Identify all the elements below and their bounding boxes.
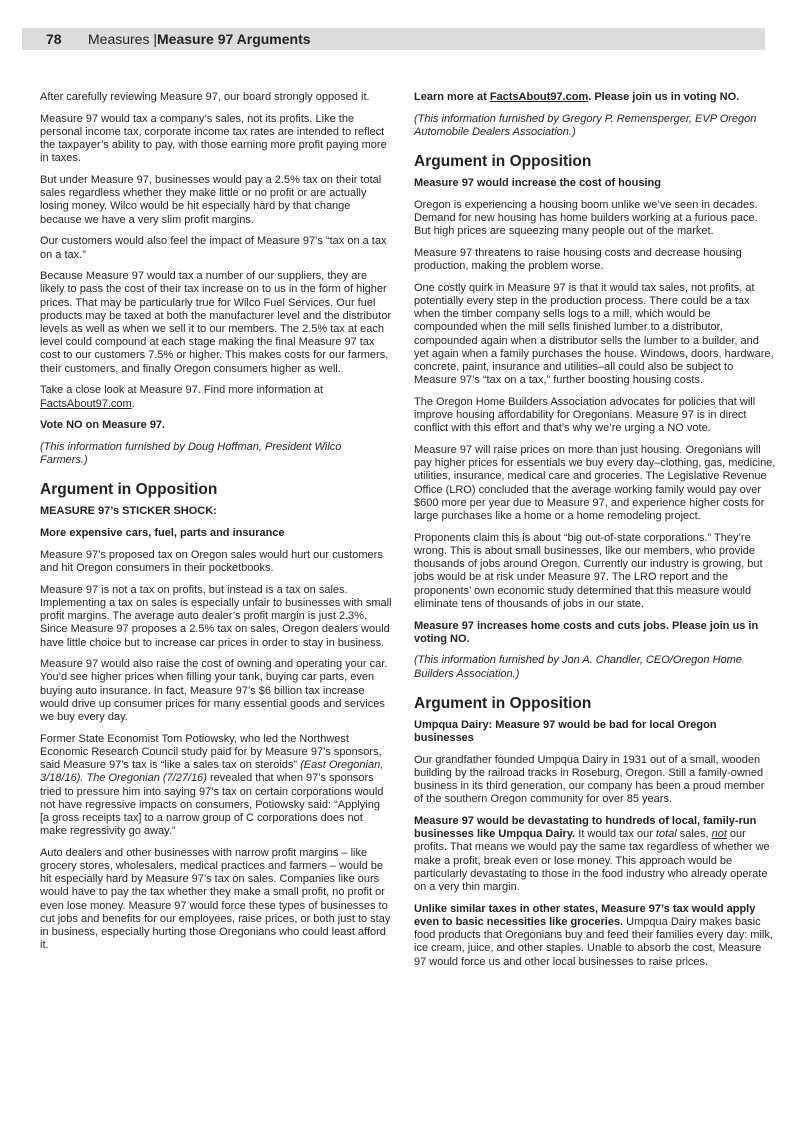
text-run: (This information furnished by Gregory P. Remensperger, EVP Oregon Automobile Dealers Association.) <box>414 112 757 138</box>
text-run: Umpqua Dairy makes basic food products that Oregonians buy and feed their families every day: milk, ice cream, juice, and other staples. Unable to absorb the cost, Measure 97 would force us and other local businesses to raise prices. <box>414 915 773 968</box>
text-run: Unlike similar taxes in other states, Measure 97’s tax would apply even to basic necessities like groceries. <box>414 902 756 928</box>
text-run: Measure 97 would be devastating to hundreds of local, family-run businesses like Umpqua Dairy. <box>414 815 757 841</box>
text-run: revealed that when 97’s sponsors tried to pressure him into saying 97’s tax on certain corporations would not have regressive impacts on consumers, Potiowsky said: “Applying [a gross receipts tax] to a narrow group of C corporations does not make regressivity go away.” <box>40 772 384 838</box>
text-run: Proponents claim this is about “big out-of-state corporations.” They’re wrong. This is about small businesses, like our members, who provide thousands of jobs around Oregon. Currently our industry is growing, but jobs would be at risk under Measure 97. The LRO report and the proponents’ own economic study determined that this measure would eliminate tens of thousands of jobs in our state. <box>414 531 763 610</box>
text-run: (East Oregonian, 3/18/16). The Oregonian (7/27/16) <box>40 759 384 785</box>
paragraph <box>414 113 776 139</box>
paragraph <box>414 532 776 611</box>
website-link[interactable]: FactsAbout97.com <box>489 91 589 103</box>
paragraph <box>414 754 776 807</box>
text-run: MEASURE 97’s STICKER SHOCK: <box>40 505 217 518</box>
website-link[interactable]: FactsAbout97.com <box>40 397 132 410</box>
paragraph <box>40 847 392 953</box>
paragraph <box>414 815 776 894</box>
section-heading <box>40 481 392 499</box>
text-run: Argument in Opposition <box>40 481 218 499</box>
text-run: More expensive cars, fuel, parts and insurance <box>40 527 285 540</box>
left-column <box>40 91 392 961</box>
text-run: Measure 97 would also raise the cost of owning and operating your car. You’d see higher prices when filling your tank, buying car parts, even buying auto insurance. In fact, Measure 97’s $6 billion tax increase would drive up consumer prices for many essential goods and services we buy every day. <box>40 658 388 724</box>
paragraph <box>414 620 776 646</box>
text-run: Measure 97 is not a tax on profits, but instead is a tax on sales. Implementing a tax on sales is especially unfair to businesses with small profit margins. The average auto dealer’s profit margin is just 2.3%. Since Measure 97 proposes a 2.5% tax on sales, Oregon dealers would have little choice but to increase car prices in order to stay in business. <box>40 583 392 649</box>
paragraph <box>40 505 392 518</box>
text-run: Because Measure 97 would tax a number of our suppliers, they are likely to pass the cost of their tax increase on to us in the form of higher prices. That may be particularly true for Wilco Fuel Services. Our fuel products may be taxed at both the manufacturer level and the distributor levels as well as when we sell it to our members. The 2.5% tax at each level could compound at each stage making the final Measure 97 tax cost to our customers 7.5% or higher. This makes costs for our farmers, their customers, and finally Oregon consumers higher as well. <box>40 270 391 375</box>
text-run: total <box>655 828 677 841</box>
paragraph <box>414 247 776 273</box>
text-run: Measure 97 would tax a company’s sales, not its profits. Like the personal income tax, corporate income tax rates are intended to reflect the taxpayer’s ability to pay, with those earning more profit paying more in taxes. <box>40 112 387 165</box>
paragraph <box>414 654 776 680</box>
paragraph <box>40 174 392 227</box>
paragraph <box>414 199 776 239</box>
paragraph <box>414 903 776 969</box>
section-heading <box>414 695 776 713</box>
text-run: It would tax our <box>575 828 656 841</box>
text-run: (This information furnished by Doug Hoffman, President Wilco Farmers.) <box>40 440 342 467</box>
right-column <box>414 91 776 977</box>
text-run: Measure 97’s proposed tax on Oregon sales would hurt our customers and hit Oregon consumers in their pocketbooks. <box>40 548 383 574</box>
paragraph <box>40 270 392 376</box>
paragraph <box>40 441 392 467</box>
paragraph <box>414 396 776 436</box>
text-run: . <box>131 397 135 410</box>
section-heading <box>414 153 776 171</box>
text-run: Argument in Opposition <box>414 694 592 712</box>
text-run: Auto dealers and other businesses with narrow profit margins – like grocery stores, wholesalers, medical practices and farmers – would be hit especially hard by Measure 97’s tax on sales. Companies like ours would have to pay the tax whether they make a small profit, no profit or even lose money. Measure 97 would force these types of businesses to cut jobs and benefits for our employees, raise prices, or both just to stay in business, especially hurting those Oregonians who could least afford it. <box>40 846 391 952</box>
text-run: Measure 97 increases home costs and cuts jobs. Please join us in voting NO. <box>414 619 759 645</box>
text-run: Vote NO on Measure 97. <box>40 419 166 432</box>
page-header <box>22 28 765 50</box>
page-number: 78 <box>46 31 62 47</box>
text-run: Umpqua Dairy: Measure 97 would be bad for local Oregon businesses <box>414 718 717 745</box>
text-run: Former State Economist Tom Potiowsky, who led the Northwest Economic Research Council study paid for by Measure 97’s sponsors, said Measure 97's tax is “like a sales tax on steroids” <box>40 732 382 772</box>
paragraph <box>40 113 392 166</box>
text-run: Learn more at <box>414 91 490 103</box>
paragraph <box>40 733 392 839</box>
paragraph <box>40 235 392 261</box>
page-title: Measure 97 Arguments <box>157 31 311 47</box>
text-run: After carefully reviewing Measure 97, our board strongly opposed it. <box>40 91 370 103</box>
text-run: The Oregon Home Builders Association advocates for policies that will improve housing affordability for Oregonians. Measure 97 is in direct conflict with this effort and that’s why we’re urging a NO vote. <box>414 395 756 435</box>
paragraph <box>414 177 776 190</box>
text-run: Argument in Opposition <box>414 153 592 171</box>
section-label: Measures | <box>88 31 157 47</box>
text-run: One costly quirk in Measure 97 is that it would tax sales, not profits, at potentially every step in the production process. There could be a tax when the timber company sells logs to a mill, which would be compounded when the mill sells finished lumber to a distributor, compounded again when a distributor sells the lumber to a builder, and yet again when a family purchases the house. Windows, doors, hardware, concrete, paint, insurance and utilities–all could also be subject to Measure 97’s “tax on a tax,” further boosting housing costs. <box>414 281 774 387</box>
text-run: But under Measure 97, businesses would pay a 2.5% tax on their total sales regardless whether they make little or no profit or are actually losing money. Wilco would be hit especially hard by that change because we have a very slim profit margins. <box>40 174 382 226</box>
paragraph <box>40 584 392 650</box>
text-run: Oregon is experiencing a housing boom unlike we’ve seen in decades. Demand for new housing has home builders working at a furious pace. But high prices are squeezing many people out of the market. <box>414 198 758 238</box>
text-run: Measure 97 threatens to raise housing costs and decrease housing production, making the problem worse. <box>414 246 742 273</box>
paragraph <box>40 658 392 724</box>
text-run: Our customers would also feel the impact of Measure 97’s “tax on a tax on a tax.” <box>40 235 387 261</box>
text-run: (This information furnished by Jon A. Chandler, CEO/Oregon Home Builders Association.) <box>414 654 742 680</box>
paragraph <box>40 91 392 104</box>
paragraph <box>40 549 392 575</box>
paragraph <box>40 384 392 410</box>
paragraph <box>414 91 776 104</box>
text-run: not <box>711 828 727 841</box>
text-run: . Please join us in voting NO. <box>588 91 740 103</box>
paragraph <box>40 527 392 540</box>
paragraph <box>40 419 392 432</box>
text-run: our profits. That means we would pay the same tax regardless of whether we make a profit, break even or lose money. This approach would be particularly devastating to those in the food industry who already operate on a very thin margin. <box>414 828 770 894</box>
text-run: Measure 97 will raise prices on more than just housing. Oregonians will pay higher prices for essentials we buy every day–clothing, gas, medicine, utilities, insurance, medical care and groceries. The Legislative Revenue Office (LRO) concluded that the average working family would pay over $600 more per year due to Measure 97, and experience higher costs for large purchases like a home or a home remodeling project. <box>414 444 776 523</box>
paragraph <box>414 719 776 745</box>
text-run: Measure 97 would increase the cost of housing <box>414 177 661 190</box>
paragraph <box>414 282 776 388</box>
paragraph <box>414 444 776 523</box>
text-run: sales, <box>676 828 712 841</box>
text-run: Our grandfather founded Umpqua Dairy in 1931 out of a small, wooden building by the railroad tracks in Roseburg, Oregon. Still a family-owned business in its third generation, our company has been a proud member of the southern Oregon community for over 85 years. <box>414 753 765 806</box>
text-run: Take a close look at Measure 97. Find more information at <box>40 384 324 397</box>
